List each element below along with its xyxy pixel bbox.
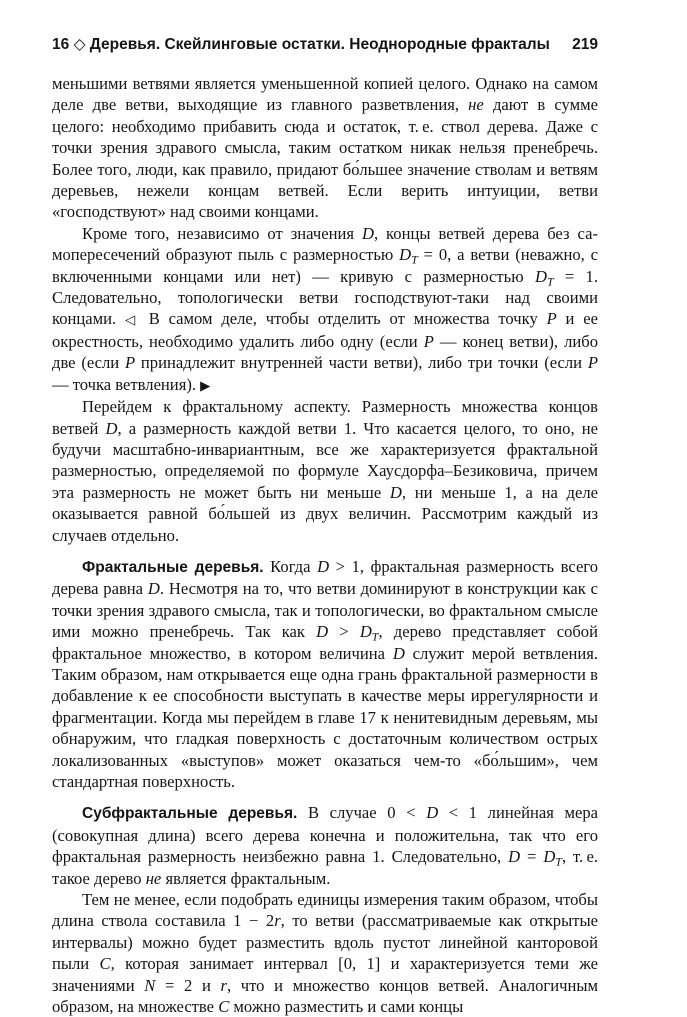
running-title: Деревья. Скейлинговые остатки. Неоднородные фракталы: [89, 36, 550, 53]
math-subscript: T: [371, 629, 379, 644]
paragraph-4: Тем не менее, если подобрать единицы измерения таким образом, чтобы длина ствола составила 1 − 2r, то ветви (рассматриваемые как открытые интервалы) можно будет разместить вдоль пустот линейной канторовой пыли C, которая занимает интервал [0, 1] и характеризуется теми же значениями N = 2 и r, что и множество концов ветвей. Аналогичным образом, на множестве C можно разместить и сами концы: [52, 890, 598, 1017]
math-var: D: [392, 643, 405, 663]
math-var: r: [274, 911, 281, 931]
running-header: [52, 34, 598, 56]
section-fractal-trees: Фрактальные деревья. Когда D > 1, фрактальная размерность всего дерева равна D. Несмотря на то, что ветви доминируют в конструкции как с точки зрения здравого смысла, так и топологически, во фрактальном смысле ими можно пренебречь. Так как $D > D_T$, дерево представляет собой фрактальное множество, в котором величина D служит мерой ветвления. Таким образом, нам открывается еще одна грань фрактальной размерности в добавление к ее способности выступать в качестве меры иррегулярности и фрагментации. Когда мы перейдем в главе 17 к ненитевидным деревьям, мы обнаружим, что гладкая поверхность с достаточным количеством острых локализованных «выступов» может оказаться чем-то «бо́льшим», чем стандартная поверхность.: [52, 556, 599, 791]
math-var: D: [359, 622, 372, 642]
paragraph-1: меньшими ветвями является уменьшенной копией целого. Однако на самом деле две ветви, выходящие из главного разветвления, не дают в сумме целого: необходимо прибавить сюда и остаток, т. е. ствол дерева. Даже с точки зрения здравого смысла, таким остатком никак нельзя пренебречь. Более того, люди, как правило, придают бо́льшее значение стволам и ветвям деревьев, нежели концам ветвей. Если верить интуиции, ветви «господствуют» над своими концами.: [52, 74, 598, 222]
math-var: D: [317, 556, 330, 576]
header-left: [52, 34, 550, 56]
math-var: P: [124, 353, 136, 373]
math-subscript: T: [546, 274, 554, 288]
math-var: D: [316, 622, 329, 642]
math-var: r: [220, 975, 227, 995]
chapter-number: 16: [52, 36, 70, 53]
math-var: D: [399, 245, 412, 265]
math-var: P: [423, 331, 434, 351]
diamond-separator-icon: ◇: [73, 36, 86, 53]
math-var: D: [105, 418, 118, 438]
math-var: P: [546, 309, 557, 329]
proof-close-icon: ▶: [200, 377, 211, 393]
math-subscript: T: [555, 854, 562, 869]
section-heading: Субфрактальные деревья.: [82, 805, 298, 823]
math-var: D: [147, 579, 160, 599]
math-var: D: [426, 803, 439, 823]
section-heading: Фрактальные деревья.: [82, 558, 264, 576]
paragraph-3: Перейдем к фрактальному аспекту. Размерность множества концов ветвей D, а размерность каждой ветви 1. Что касается целого, то оно, не будучи масштабно-инвариантным, все же характеризуется фрактальной размерностью, определяемой по формуле Хаусдорфа–Безиковича, причем эта размерность не может быть ни меньше D, ни меньше 1, а на деле оказывается равной бо́льшей из двух величин. Рассмотрим каждый из случаев отдельно.: [52, 397, 599, 545]
math-set-cantor: C: [218, 997, 230, 1017]
math-var: D: [389, 482, 402, 502]
math-set-cantor: C: [99, 954, 111, 974]
math-var: D: [361, 223, 374, 243]
page-number: 219: [572, 36, 598, 53]
math-var: P: [587, 353, 598, 373]
section-subfractal-trees: Субфрактальные деревья. В случае 0 < D < 1 линейная мера (совокупная длина) всего дерева конечна и положительна, так что его фрактальная размерность неизбежно равна 1. Следовательно, $D = D_T$, т. е. такое дерево не является фрактальным.: [52, 803, 598, 888]
page-body: [52, 73, 598, 1017]
paragraph-2: Кроме того, независимо от значения D, концы ветвей дерева без самопересечений образуют пыль с размерностью $D_T = 0$, а ветви (неважно, с включенными концами или нет) — кривую с размерностью $D_T = 1$. Следовательно, топологически ветви господствуют-таки над своими концами. ◁ В самом деле, чтобы отделить от множества точку P и ее окрестность, необходимо удалить либо одну (если P — конец ветви), либо две (если P принадлежит внутренней части ветви), либо три точки (если P — точка ветвления). ▶: [52, 223, 599, 394]
math-var: N: [144, 975, 156, 995]
proof-open-icon: ◁: [125, 312, 140, 328]
emphasis: не: [468, 95, 484, 115]
math-var: D: [543, 847, 556, 867]
math-var: D: [508, 847, 521, 867]
math-var: D: [534, 266, 547, 286]
emphasis: не: [145, 868, 162, 888]
math-subscript: T: [411, 252, 418, 267]
